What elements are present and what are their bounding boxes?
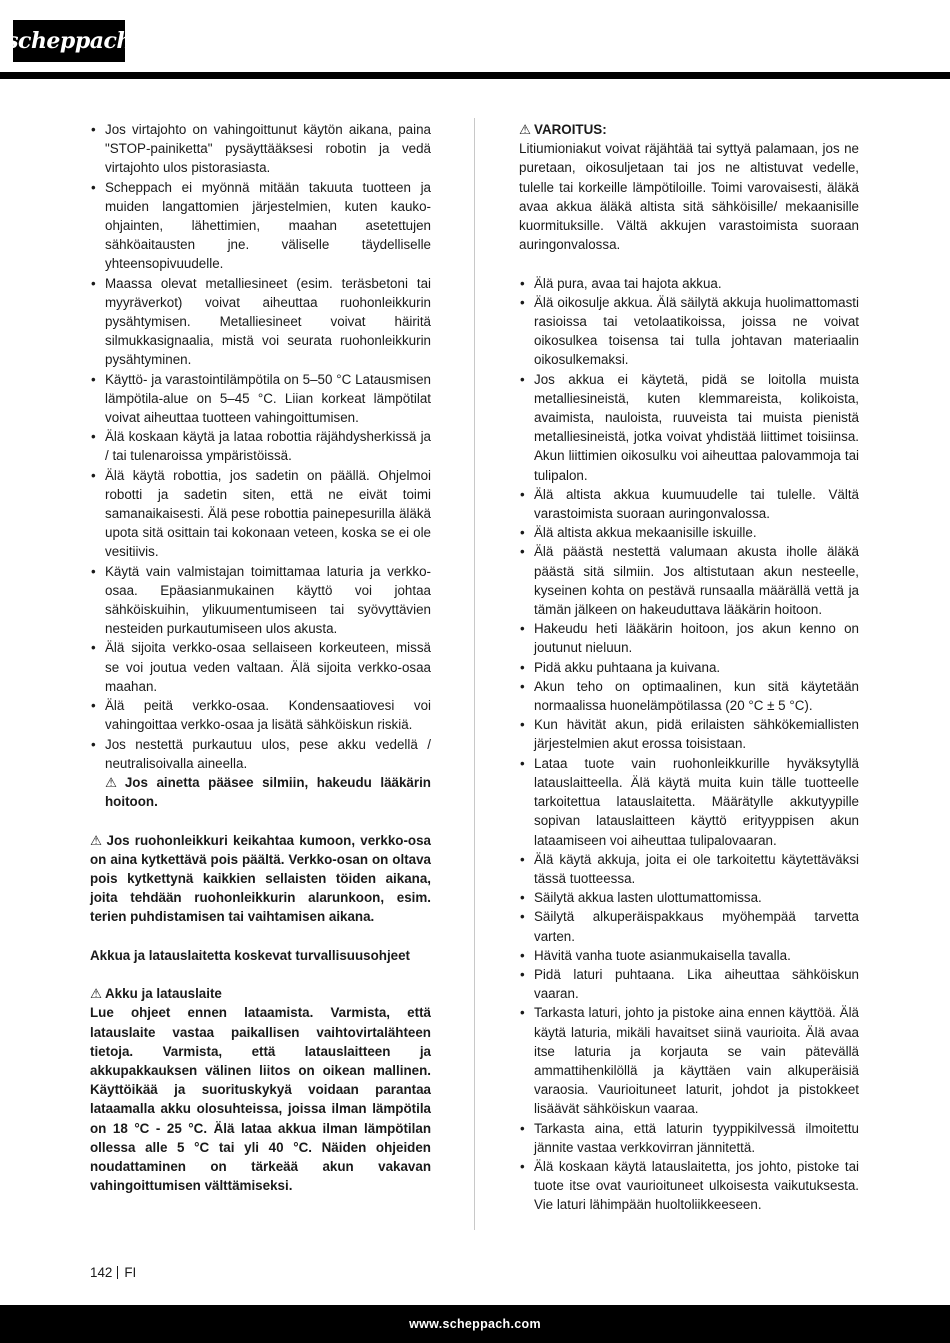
list-item: • Älä käytä robottia, jos sadetin on päällä. Ohjelmoi robotti ja sadetin siten, että ne eivät toimi samanaikaisesti. Älä pese robottia painepesurilla äläkä upota sitä osittain tai kokonaan veteen, koska se ei ole vesitiivis. — [90, 466, 431, 562]
page-footer-label — [90, 1265, 136, 1280]
left-bullet-list — [90, 120, 431, 773]
charger-instructions: Lue ohjeet ennen lataamista. Varmista, että latauslaite vastaa paikallisen vaihtovirtalähteen tietoja. Varmista, että latauslaitteen ja akkupakkauksen välinen liitos on oikean mallinen. Käyttöikää ja suorituskykyä voidaan parantaa lataamalla akku olosuhteissa, joissa ilman lämpötila on 18 °C - 25 °C. Älä lataa akkua ilman lämpötilan ollessa alle 5 °C tai yli 40 °C. Näiden ohjeiden noudattaminen on tärkeää akun vakavan vahingoittumisen välttämiseksi. — [90, 1005, 431, 1194]
right-bullet-list — [519, 274, 859, 1215]
warning-heading — [519, 120, 859, 139]
list-item: • Älä pura, avaa tai hajota akkua. — [519, 274, 859, 293]
list-item: • Tarkasta aina, että laturin tyyppikilvessä ilmoitettu jännite vastaa verkkovirran jännitettä. — [519, 1119, 859, 1157]
list-item: • Käytä vain valmistajan toimittamaa laturia ja verkko-osaa. Epäasianmukainen käyttö voi johtaa sähköiskuihin, ylikuumentumiseen tai syövyttävien nesteiden purkautumiseen ulos akusta. — [90, 562, 431, 639]
warning-triangle-icon: ⚠ — [90, 986, 103, 1002]
list-item: • Jos virtajohto on vahingoittunut käytön aikana, paina "STOP-painiketta" pysäyttääksesi robotin ja vedä virtajohto ulos pistorasiasta. — [90, 120, 431, 178]
logo-text: scheppach — [6, 28, 132, 54]
battery-safety-heading: Akkua ja latauslaitetta koskevat turvallisuusohjeet — [90, 947, 411, 963]
list-item: • Lataa tuote vain ruohonleikkurille hyväksytyllä latauslaitteella. Älä käytä muita kuin tälle tuotteelle tarkoitettua latauslaitetta. Määrätylle akkutyypille sopivan latauslaitteen käyttö erityyppisen akun lataamiseen voi aiheuttaa tulipalovaaran. — [519, 754, 859, 850]
language-code: FI — [124, 1265, 137, 1280]
list-item: • Käyttö- ja varastointilämpötila on 5–50 °C Latausmisen lämpötila-alue on 5–45 °C. Liian korkeat lämpötilat voivat aiheuttaa tuotteen vahingoittumisen. — [90, 370, 431, 428]
list-item: • Scheppach ei myönnä mitään takuuta tuotteen ja muiden langattomien järjestelmien, kuten kauko-ohjainten, lähettimien, maahan asetettujen sähköaitausten jne. väliselle täydelliselle yhteensopivuudelle. — [90, 178, 431, 274]
list-item: • Kun hävität akun, pidä erilaisten sähkökemiallisten järjestelmien akut erossa toisistaan. — [519, 715, 859, 753]
list-item: • Jos akkua ei käytetä, pidä se loitolla muista metalliesineistä, kuten klemmareista, kolikoista, avaimista, nauloista, ruuveista tai muista pienistä metalliesineistä, jotka voivat yhdistää liittimet toisiinsa. Akun liittimien oikosulku voi aiheuttaa palovammoja tai tulipalon. — [519, 370, 859, 485]
list-item: • Älä sijoita verkko-osaa sellaiseen korkeuteen, missä se voi joutua veden valtaan. Älä sijoita verkko-osaa maahan. — [90, 638, 431, 696]
left-column — [90, 120, 431, 1195]
list-item: • Älä oikosulje akkua. Älä säilytä akkuja huolimattomasti rasioissa tai vetolaatikoissa, joissa ne voivat oikosulkea toisensa tai tulla johtavan materiaalin oikosulkemaksi. — [519, 293, 859, 370]
separator — [117, 1266, 118, 1279]
charger-subheading — [90, 984, 431, 1003]
eye-warning — [90, 773, 431, 811]
list-item: • Tarkasta laturi, johto ja pistoke aina ennen käyttöä. Älä käytä laturia, mikäli havaitset siinä vaurioita. Älä avaa itse laturia ja korjauta se vain pätevällä ammattihenkilöllä ja käyttäen vain alkuperäisiä varaosia. Vaurioituneet laturit, johdot ja pistokkeet lisäävät sähköiskun vaaraa. — [519, 1003, 859, 1118]
list-item: • Akun teho on optimaalinen, kun sitä käytetään normaalissa huonelämpötilassa (20 °C ± 5 °C). — [519, 677, 859, 715]
list-item: • Älä päästä nestettä valumaan akusta iholle äläkä päästä sitä silmiin. Jos altistutaan akun nesteelle, kyseinen kohta on pestävä runsaalla määrällä vettä ja tämän jälkeen on hakeuduttava lääkärin hoitoon. — [519, 542, 859, 619]
list-item: • Maassa olevat metalliesineet (esim. teräsbetoni tai myyräverkot) voivat aiheuttaa ruohonleikkurin pysähtymisen. Metalliesineet voivat häiritä silmukkasignaalia, mistä voi seurata ruohonleikkurin pysähtyminen. — [90, 274, 431, 370]
right-column — [519, 120, 859, 1215]
warning-triangle-icon: ⚠ — [105, 774, 122, 790]
warning-triangle-icon: ⚠ — [90, 832, 104, 848]
list-item: • Älä altista akkua kuumuudelle tai tulelle. Vältä varastoimista suoraan auringonvalossa. — [519, 485, 859, 523]
footer-bar — [0, 1305, 950, 1343]
list-item: • Älä käytä akkuja, joita ei ole tarkoitettu käytettäväksi tässä tuotteessa. — [519, 850, 859, 888]
list-item: • Älä koskaan käytä latauslaitetta, jos johto, pistoke tai tuote itse ovat vaurioituneet ulkoisesta vaikutuksesta. Vie laturi lähimpään huoltoliikkeeseen. — [519, 1157, 859, 1215]
list-item: • Säilytä alkuperäispakkaus myöhempää tarvetta varten. — [519, 907, 859, 945]
header-bar — [0, 72, 950, 79]
warning-title: VAROITUS: — [534, 122, 607, 137]
brand-logo — [6, 20, 132, 62]
list-item: • Hävitä vanha tuote asianmukaisella tavalla. — [519, 946, 859, 965]
list-item: • Pidä laturi puhtaana. Lika aiheuttaa sähköiskun vaaran. — [519, 965, 859, 1003]
list-item: • Hakeudu heti lääkärin hoitoon, jos akun kenno on joutunut nieluun. — [519, 619, 859, 657]
list-item: • Jos nestettä purkautuu ulos, pese akku vedellä / neutralisoivalla aineella. — [90, 735, 431, 773]
warning-triangle-icon: ⚠ — [519, 122, 532, 137]
website-link[interactable]: www.scheppach.com — [409, 1317, 541, 1331]
warning-text: Litiumioniakut voivat räjähtää tai syttyä palamaan, jos ne puretaan, oikosuljetaan tai jos ne altistuvat vedelle, tulelle tai korkeille lämpötiloille. Toimi varovaisesti, äläkä avaa akkua äläkä altista sitä sähköisille/ mekaanisille kuormituksille. Vältä akkujen varastoimista suoraan auringonvalossa. — [519, 141, 859, 253]
eye-warning-text: Jos ainetta pääsee silmiin, hakeudu lääkärin hoitoon. — [105, 774, 431, 810]
list-item: • Säilytä akkua lasten ulottumattomissa. — [519, 888, 859, 907]
list-item: • Älä altista akkua mekaanisille iskuille. — [519, 523, 859, 542]
list-item: • Pidä akku puhtaana ja kuivana. — [519, 658, 859, 677]
tilt-warning-text: Jos ruohonleikkuri keikahtaa kumoon, verkko-osa on aina kytkettävä pois päältä. Verkko-osan on oltava pois kytkettynä kaikkien sellaisten töiden aikana, joita tehdään ruohonleikkurin alarunkoon, esim. terien puhdistamisen tai vaihtamisen aikana. — [90, 832, 431, 925]
page-number: 142 — [90, 1265, 113, 1280]
charger-subheading-text: Akku ja latauslaite — [105, 986, 222, 1002]
list-item: • Älä peitä verkko-osaa. Kondensaatiovesi voi vahingoittaa verkko-osaa ja lisätä sähköiskun riskiä. — [90, 696, 431, 734]
list-item: • Älä koskaan käytä ja lataa robottia räjähdysherkissä ja / tai tulenaroissa ympäristöissä. — [90, 427, 431, 465]
column-divider — [474, 118, 475, 1230]
tilt-warning — [90, 831, 431, 927]
